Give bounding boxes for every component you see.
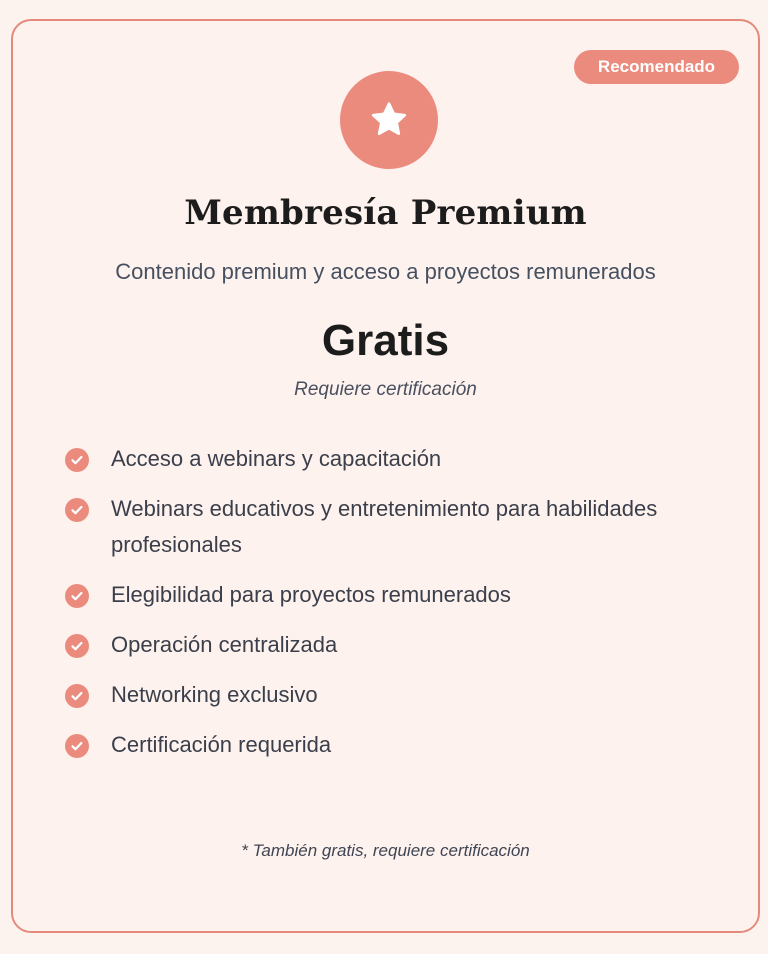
- feature-text: Webinars educativos y entretenimiento para habilidades profesionales: [111, 496, 658, 557]
- feature-item: [65, 446, 665, 477]
- plan-price: Gratis: [321, 316, 450, 365]
- feature-item: [65, 582, 665, 613]
- feature-text: Acceso a webinars y capacitación: [111, 446, 442, 471]
- feature-item: [65, 632, 665, 663]
- check-circle-icon: [65, 498, 89, 522]
- check-circle-icon: [65, 448, 89, 472]
- feature-item: [65, 496, 665, 563]
- star-icon: [340, 71, 438, 169]
- feature-text: Certificación requerida: [111, 732, 332, 757]
- footnote: * También gratis, requiere certificación: [241, 841, 530, 860]
- feature-list: [65, 446, 665, 782]
- check-circle-icon: [65, 634, 89, 658]
- feature-text: Elegibilidad para proyectos remunerados: [111, 582, 511, 607]
- price-note: Requiere certificación: [294, 379, 477, 400]
- check-circle-icon: [65, 584, 89, 608]
- check-circle-icon: [65, 684, 89, 708]
- feature-text: Operación centralizada: [111, 632, 338, 657]
- feature-item: [65, 732, 665, 763]
- recommended-badge: Recomendado: [574, 50, 739, 84]
- check-circle-icon: [65, 734, 89, 758]
- plan-title: Membresía Premium: [184, 193, 587, 233]
- feature-text: Networking exclusivo: [111, 682, 318, 707]
- feature-item: [65, 682, 665, 713]
- membership-card: [11, 19, 760, 933]
- plan-subtitle: Contenido premium y acceso a proyectos remunerados: [115, 259, 656, 284]
